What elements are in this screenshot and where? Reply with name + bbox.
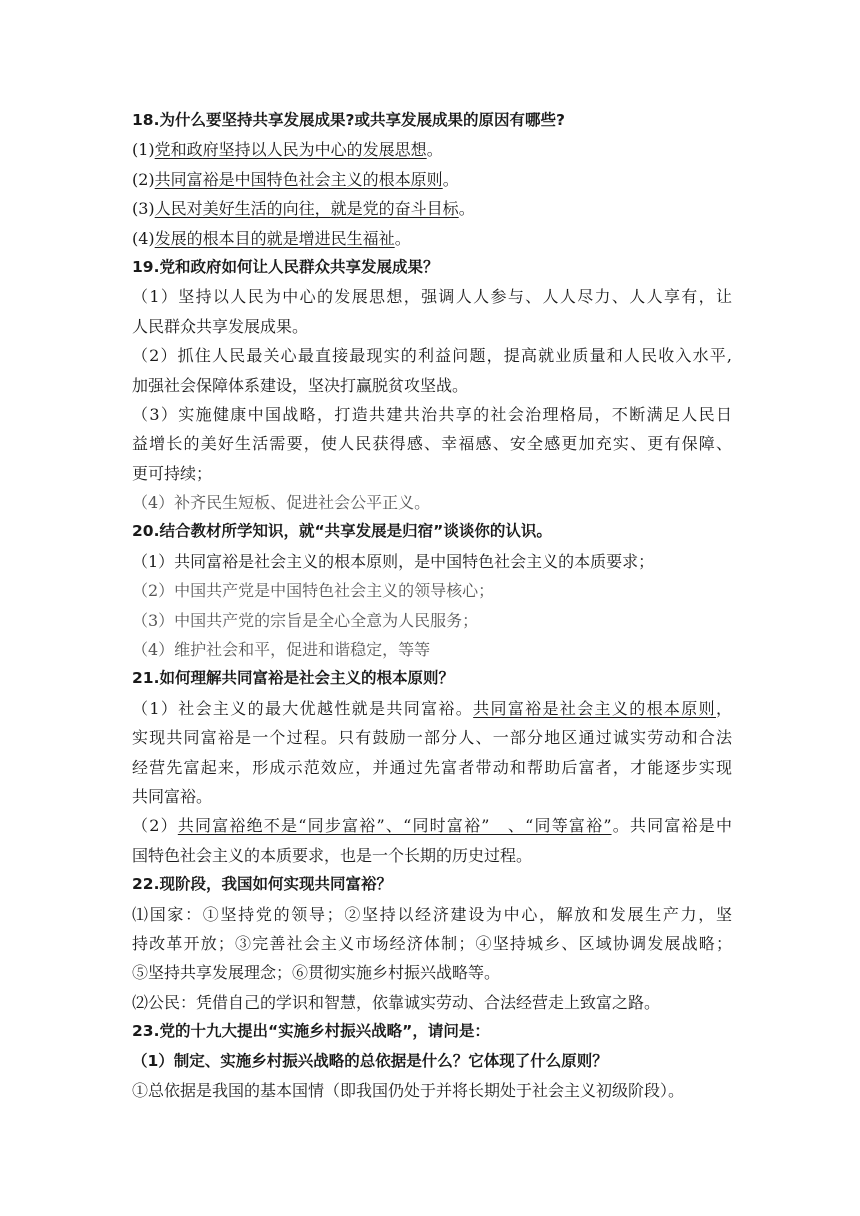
question-19-title: 19.党和政府如何让人民群众共享发展成果？ (132, 257, 439, 276)
punct: 。 (458, 199, 475, 219)
q23-subquestion-1: （1）制定、实施乡村振兴战略的总依据是什么？它体现了什么原则？ (132, 1051, 608, 1070)
q21-line-3: 经营先富起来，形成示范效应，并通过先富者带动和帮助后富者，才能逐步实现 (132, 757, 732, 777)
q20-line-1: （1）共同富裕是社会主义的根本原则，是中国特色社会主义的本质要求； (132, 551, 655, 571)
q19-line-7: 更可持续； (132, 463, 213, 483)
punct: 。 (394, 228, 411, 248)
q22-line-1: ⑴国家：①坚持党的领导；②坚持以经济建设为中心，解放和发展生产力，坚 (132, 904, 732, 924)
question-23-title: 23.党的十九大提出“实施乡村振兴战略”，请问是： (132, 1022, 490, 1041)
q20-line-3: （3）中国共产党的宗旨是全心全意为人民服务； (132, 610, 479, 630)
text: 。共同富裕是中 (611, 816, 732, 836)
q23-line-1: ①总依据是我国的基本国情（即我国仍处于并将长期处于社会主义初级阶段）。 (132, 1080, 685, 1100)
q20-line-2: （2）中国共产党是中国特色社会主义的领导核心； (132, 581, 495, 601)
q19-line-1: （1）坚持以人民为中心的发展思想，强调人人参与、人人尽力、人人享有，让 (132, 287, 732, 307)
text: （1）社会主义的最大优越性就是共同富裕。 (132, 698, 474, 718)
item-number: (2) (132, 169, 155, 189)
q19-line-3: （2）抓住人民最关心最直接最现实的利益问题，提高就业质量和人民收入水平, (132, 346, 732, 366)
q18-item-4 (132, 224, 732, 253)
item-number: (1) (132, 140, 155, 160)
underlined-text: 共同富裕绝不是“同步富裕”、“同时富裕” 、“同等富裕” (177, 816, 612, 836)
underlined-text: 人民对美好生活的向往，就是党的奋斗目标 (154, 199, 459, 219)
underlined-text: 发展的根本目的就是增进民生福祉 (154, 228, 395, 248)
q21-line-2: 实现共同富裕是一个过程。只有鼓励一部分人、一部分地区通过诚实劳动和合法 (132, 728, 732, 748)
underlined-text: 共同富裕是社会主义的根本原则 (473, 698, 716, 718)
q21-line-1 (132, 694, 732, 723)
q22-line-4: ⑵公民：凭借自己的学识和智慧，依靠诚实劳动、合法经营走上致富之路。 (132, 992, 661, 1012)
question-22-title: 22.现阶段，我国如何实现共同富裕？ (132, 875, 392, 894)
q18-item-2 (132, 165, 732, 194)
punct: ， (715, 698, 732, 718)
q21-line-5 (132, 811, 732, 840)
q20-line-4: （4）维护社会和平，促进和谐稳定，等等 (132, 640, 431, 660)
underlined-text: 党和政府坚持以人民为中心的发展思想 (154, 140, 427, 160)
question-18-title: 18.为什么要坚持共享发展成果?或共享发展成果的原因有哪些? (132, 111, 565, 129)
q21-line-4: 共同富裕。 (132, 786, 213, 806)
punct: 。 (426, 140, 443, 160)
underlined-text: 共同富裕是中国特色社会主义的根本原则 (154, 169, 443, 189)
item-number: (4) (132, 228, 155, 248)
q19-line-4: 加强社会保障体系建设，坚决打赢脱贫攻坚战。 (132, 375, 469, 395)
q22-line-2: 持改革开放；③完善社会主义市场经济体制；④坚持城乡、区域协调发展战略； (132, 933, 732, 953)
q19-line-5: （3）实施健康中国战略，打造共建共治共享的社会治理格局，不断满足人民日 (132, 404, 732, 424)
document-body (132, 106, 732, 1105)
q19-line-2: 人民群众共享发展成果。 (132, 316, 309, 336)
question-20-title: 20.结合教材所学知识，就“共享发展是归宿”谈谈你的认识。 (132, 522, 552, 541)
q21-line-6: 国特色社会主义的本质要求，也是一个长期的历史过程。 (132, 845, 533, 865)
punct: 。 (442, 169, 459, 189)
q18-item-1 (132, 135, 732, 164)
question-21-title: 21.如何理解共同富裕是社会主义的根本原则？ (132, 669, 454, 688)
q22-line-3: ⑤坚持共享发展理念；⑥贯彻实施乡村振兴战略等。 (132, 963, 501, 983)
item-number: （2） (132, 816, 178, 836)
q18-item-3 (132, 194, 732, 223)
q19-line-8: （4）补齐民生短板、促进社会公平正义。 (132, 493, 431, 513)
item-number: (3) (132, 199, 155, 219)
q19-line-6: 益增长的美好生活需要，使人民获得感、幸福感、安全感更加充实、更有保障、 (132, 434, 732, 454)
